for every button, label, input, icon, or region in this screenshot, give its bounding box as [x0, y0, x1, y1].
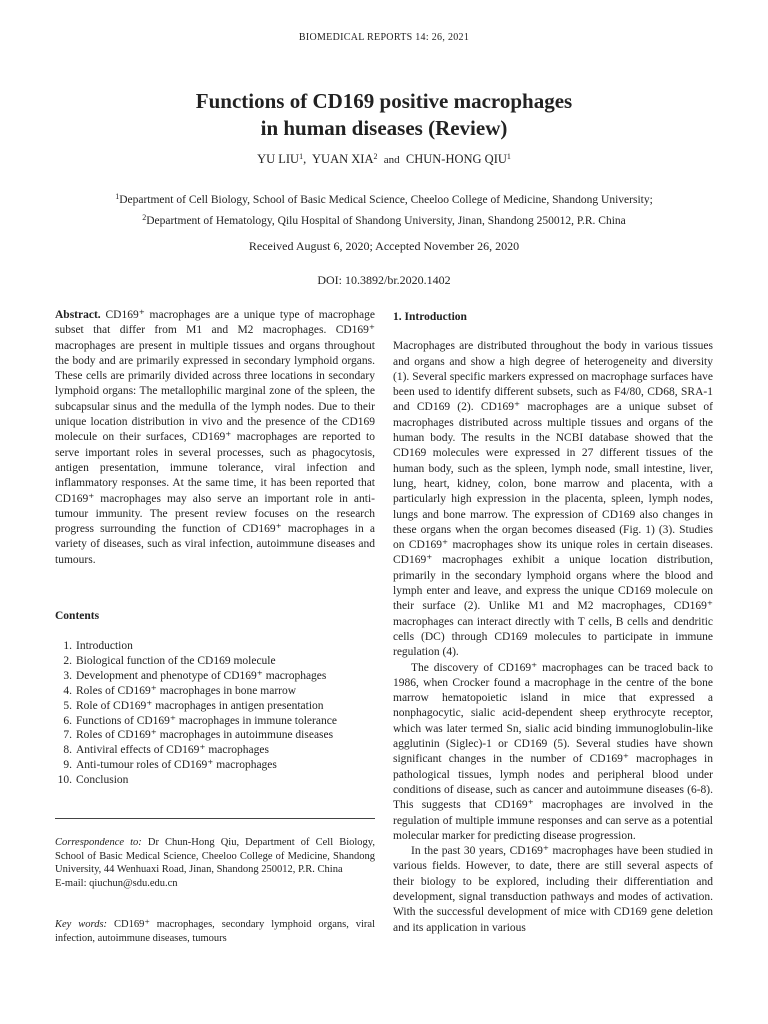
keywords-text: CD169⁺ macrophages, secondary lymphoid organs, viral infection, autoimmune diseases, tumours	[55, 919, 376, 944]
author-affiliation-mark: 2	[373, 152, 378, 161]
abstract-text: CD169⁺ macrophages are a unique type of macrophage subset that differ from M1 and M2 macrophages. CD169⁺ macrophages are present in multiple tissues and organs throughout the body and are primarily expressed in secondary lymphoid organs. These cells are primarily divided across three locations in secondary lymphoid organs: The metallophilic marginal zone of the spleen, the subcapsular sinus and the medulla of the lymph nodes. Due to their unique location distribution in vivo and the presence of the CD169 molecule on their surfaces, CD169⁺ macrophages are reported to serve important roles in several processes, such as phagocytosis, antigen presentation, immune tolerance, viral infection and inflammatory responses. At the same time, it has been reported that CD169⁺ macrophages may also serve an important role in anti-tumour immunity. The present review focuses on the research progress surrounding the function of CD169⁺ macrophages in a variety of diseases, such as viral infection, autoimmune diseases and tumours.	[55, 309, 375, 566]
author-name: CHUN-HONG QIU	[405, 152, 507, 166]
affiliations	[0, 188, 768, 230]
toc-item[interactable]: 7. Roles of CD169⁺ macrophages in autoimmune diseases	[63, 729, 334, 742]
author-affiliation-mark: 1	[506, 152, 511, 161]
intro-paragraph-1: Macrophages are distributed throughout the body in various tissues and organs and show a high degree of heterogeneity and diversity (1). Several specific markers expressed on macrophage surfaces have been used to identify different subsets, such as F4/80, CD68, SRA-1 and CD169 (2). CD169⁺ macrophages are a unique subset of macrophages distributed across multiple tissues and organs of the human body. The results in the NCBI database showed that the CD169 molecules were expressed in 27 different tissues of the human body, such as the spleen, lymph node, small intestine, liver, lung, heart, kidney, colon, bone marrow and placenta, with a particularly high expression in the placenta, spleen, lymph nodes, lungs and bone marrow. The expression of CD169 also changes in these organs when the organ becomes diseased (Fig. 1) (3). Studies on CD169⁺ macrophages show its unique roles in certain diseases. CD169⁺ macrophages exhibit a unique location distribution, primarily in the secondary lymphoid organs where the blood and lymph enter and leave, and express the unique CD169 molecule on their surface (2). Unlike M1 and M2 macrophages, CD169⁺ macrophages can interact directly with T cells, B cells and dendritic cells (DC) through CD169 molecules to participate in immune regulation (4).	[393, 340, 713, 659]
toc-item[interactable]: 2. Biological function of the CD169 molecule	[63, 654, 276, 667]
toc-item[interactable]: 3. Development and phenotype of CD169⁺ macrophages	[63, 669, 327, 682]
correspondence-text: Dr Chun-Hong Qiu, Department of Cell Biology, School of Basic Medical Science, Cheeloo College of Medicine, Shandong University, 44 Wenhuaxi Road, Jinan, Shandong 250012, P.R. China	[55, 837, 375, 875]
table-of-contents	[55, 639, 375, 788]
article-title	[0, 88, 768, 142]
correspondence	[55, 836, 375, 890]
abstract-label: Abstract.	[55, 309, 101, 321]
author-affiliation-mark: 1	[299, 152, 304, 161]
toc-item[interactable]: 5. Role of CD169⁺ macrophages in antigen presentation	[63, 699, 324, 712]
title-line-1: Functions of CD169 positive macrophages	[195, 89, 573, 113]
keywords-label: Key words:	[55, 919, 108, 930]
toc-item[interactable]: 1. Introduction	[63, 640, 133, 652]
intro-paragraph-3: In the past 30 years, CD169⁺ macrophages have been studied in various fields. However, to date, there are still several aspects of their biology to be explored, including their differentiation and development, signal transduction pathways and modes of activation. With the successful development of mice with CD169 gene deletion and its application in various	[393, 845, 713, 934]
doi-link[interactable]: DOI: 10.3892/br.2020.1402	[317, 273, 451, 287]
author-name: YU LIU	[257, 152, 300, 166]
toc-item[interactable]: 8. Antiviral effects of CD169⁺ macrophages	[63, 744, 269, 757]
author-conjunction: and	[383, 154, 400, 166]
introduction-section	[393, 310, 713, 936]
intro-paragraph-2: The discovery of CD169⁺ macrophages can be traced back to 1986, when Crocker found a macrophage in the centre of the bone marrow hematopoietic island in mice that expressed a nonphagocytic, sialic acid-dependent sheep erythrocyte receptor, which was later termed Sn, sialic acid binding immunoglobulin-like agglutinin (Siglec)-1 or CD169 (5). Several studies have shown significant changes in the number of CD169⁺ macrophages in pathological tissues, lymph nodes and peripheral blood under conditions of disease, such as cancer and autoimmune diseases (6-8). This suggests that CD169⁺ macrophages are involved in the regulation of multiple immune responses and can serve as a potential molecular marker for predicting disease progression.	[393, 661, 713, 842]
title-line-2: in human diseases (Review)	[260, 116, 508, 140]
contents-heading: Contents	[55, 610, 100, 622]
received-dates: Received August 6, 2020; Accepted November 26, 2020	[248, 239, 520, 253]
correspondence-email[interactable]: E-mail: qiuchun@sdu.edu.cn	[55, 877, 178, 889]
journal-header: BIOMEDICAL REPORTS 14: 26, 2021	[298, 32, 470, 43]
toc-item[interactable]: 6. Functions of CD169⁺ macrophages in immune tolerance	[63, 714, 337, 727]
author-list: YU LIU$^1$, YUAN XIA$^2$ and CHUN-HONG QIU$^1$	[257, 152, 511, 166]
section-heading: 1. Introduction	[393, 311, 467, 323]
abstract	[55, 308, 375, 568]
footnote-divider	[55, 818, 375, 819]
toc-item[interactable]: 10. Conclusion	[57, 774, 129, 787]
correspondence-label: Correspondence to:	[55, 837, 142, 848]
toc-item[interactable]: 9. Anti-tumour roles of CD169⁺ macrophages	[63, 759, 277, 772]
keywords	[55, 918, 375, 945]
affiliation-2: $^2$Department of Hematology, Qilu Hospital of Shandong University, Jinan, Shandong 250012, P.R. China	[142, 213, 626, 227]
author-name: YUAN XIA	[312, 152, 374, 166]
affiliation-1: $^1$Department of Cell Biology, School of Basic Medical Science, Cheeloo College of Medicine, Shandong University;	[115, 192, 653, 206]
toc-item[interactable]: 4. Roles of CD169⁺ macrophages in bone marrow	[63, 684, 297, 697]
